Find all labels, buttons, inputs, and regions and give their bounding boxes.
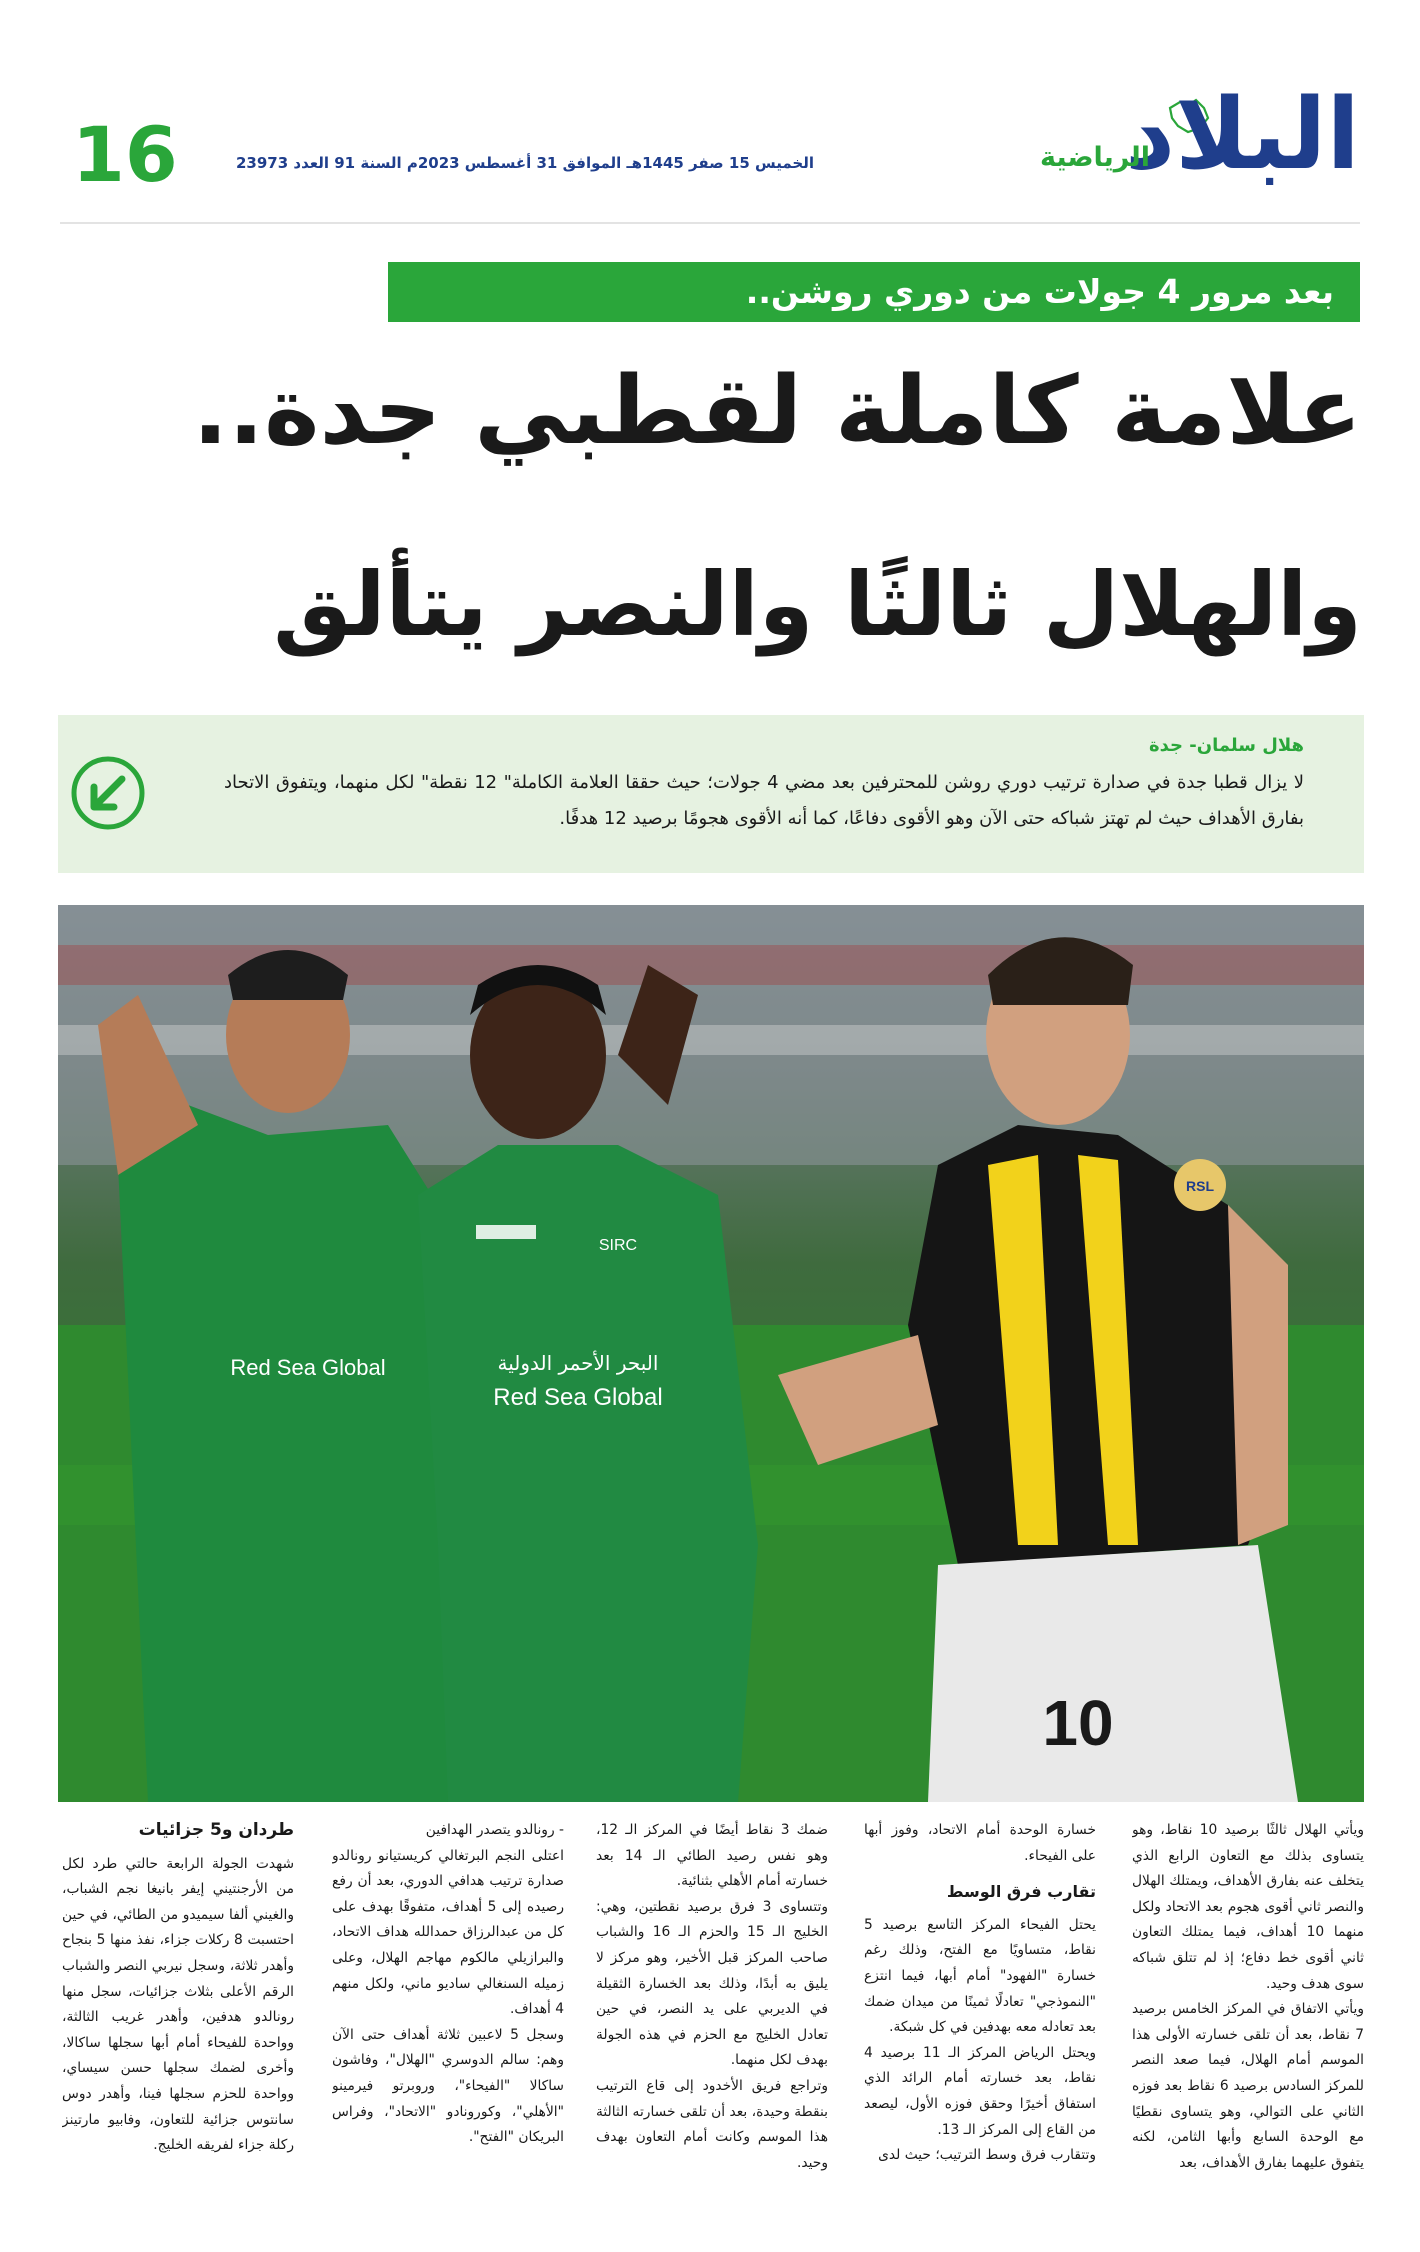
intro-box bbox=[58, 715, 1364, 873]
column-4-paragraph-3: وسجل 5 لاعبين ثلاثة أهداف حتى الآن وهم: سالم الدوسري "الهلال"، وفاشون ساكالا "الفيحاء"، وروبرتو فيرمينو "الأهلي"، وكورونادو "الاتحاد"، وفراس البريكان "الفتح". bbox=[332, 2026, 564, 2146]
column-4 bbox=[332, 1818, 564, 2238]
match-photo[interactable] bbox=[58, 905, 1364, 1802]
column-2 bbox=[864, 1818, 1096, 2238]
column-2-paragraph-2: يحتل الفيحاء المركز التاسع برصيد 5 نقاط، متساويًا مع الفتح، وذلك رغم خسارة "الفهود" أمام أبها، فيما انتزع "النموذجي" تعادلًا ثمينًا من ميدان ضمك بعد تعادله معه بهدفين في كل شبكة. bbox=[864, 1916, 1096, 2036]
article-kicker: بعد مرور 4 جولات من دوري روشن.. bbox=[388, 262, 1360, 322]
byline: هلال سلمان- جدة bbox=[1148, 735, 1304, 756]
sponsor-text-center: Red Sea Global bbox=[493, 1384, 663, 1411]
column-3 bbox=[596, 1818, 828, 2238]
page-number: 16 bbox=[72, 110, 178, 199]
column-3-paragraph-1: ضمك 3 نقاط أيضًا في المركز الـ 12، وهو نفس رصيد الطائي الـ 14 بعد خسارته أمام الأهلي بثنائية. bbox=[596, 1822, 828, 1890]
photo-illustration bbox=[58, 905, 1364, 1802]
column-1-paragraph-1: ويأتي الهلال ثالثًا برصيد 10 نقاط، وهو يتساوى بذلك مع التعاون الرابع الذي يتخلف عنه بفارق الأهداف، ويمتلك الهلال والنصر ثاني أقوى هجوم بعد الاتحاد ولكل منهما 10 أهداف، فيما يمتلك التعاون ثاني أقوى خط دفاع؛ إذ لم تتلق شباكه سوى هدف وحيد. bbox=[1132, 1822, 1364, 1992]
logo-wordmark: البلاد bbox=[1124, 78, 1360, 192]
column-3-paragraph-3: وتراجع فريق الأخدود إلى قاع الترتيب بنقطة وحيدة، بعد أن تلقى خسارته الثالثة هذا الموسم وكانت أمام التعاون بهدف وحيد. bbox=[596, 2077, 828, 2171]
down-left-arrow-icon[interactable] bbox=[70, 755, 146, 831]
column-1 bbox=[1132, 1818, 1364, 2238]
masthead-divider bbox=[60, 222, 1360, 224]
column-4-paragraph-1: - رونالدو يتصدر الهدافين bbox=[425, 1822, 564, 1838]
intro-text: لا يزال قطبا جدة في صدارة ترتيب دوري روشن للمحترفين بعد مضي 4 جولات؛ حيث حققا العلامة الكاملة" 12 نقطة" لكل منهما، ويتفوق الاتحاد بفارق الأهداف حيث لم تهتز شباكه حتى الآن وهو الأقوى دفاعًا، كما أنه الأقوى هجومًا برصيد 12 هدفًا. bbox=[224, 772, 1304, 829]
column-3-paragraph-2: وتتساوى 3 فرق برصيد نقطتين، وهي: الخليج الـ 15 والحزم الـ 16 والشباب صاحب المركز قبل الأخير، وهو مركز لا يليق به أبدًا، وذلك بعد الخسارة الثقيلة في الديربي على يد النصر، في حين تعادل الخليج مع الحزم في هذه الجولة بهدف لكل منهما. bbox=[596, 1898, 828, 2069]
section-title: الرياضية bbox=[1040, 142, 1150, 173]
column-5-subhead: طردان و5 جزائيات bbox=[138, 1820, 294, 1840]
column-2-paragraph-4: وتتقارب فرق وسط الترتيب؛ حيث لدى bbox=[878, 2147, 1096, 2164]
dateline: الخميس 15 صفر 1445هـ الموافق 31 أغسطس 2023م السنة 91 العدد 23973 bbox=[236, 154, 814, 172]
column-5-paragraph-1: شهدت الجولة الرابعة حالتي طرد لكل من الأرجنتيني إيفر بانيغا نجم الشباب، والغيني ألفا سيميدو من الطائي، في حين احتسبت 8 ركلات جزاء، نفذ منها 5 بنجاح وأهدر ثلاثة، وسجل نيربي النصر والشباب الرقم الأعلى بثلاث جزائيات، سجل منها رونالدو هدفين، وأهدر غريب الثالثة، وواحدة للفيحاء أمام أبها سجلها ساكالا، وأخرى لضمك سجلها حسن سيساي، وواحدة للحزم سجلها فينا، وأهدر دوس سانتوس جزائية للتعاون، وفابيو مارتينز ركلة جزاء لفريقه الخليج. bbox=[62, 1855, 294, 2154]
headline-line-1: علامة كاملة لقطبي جدة.. bbox=[192, 357, 1362, 466]
sponsor-text-left: Red Sea Global bbox=[230, 1355, 386, 1380]
headline-line-2: والهلال ثالثًا والنصر يتألق bbox=[273, 553, 1362, 656]
column-1-paragraph-2: ويأتي الاتفاق في المركز الخامس برصيد 7 نقاط، بعد أن تلقى خسارته الأولى هذا الموسم أمام الهلال، فيما صعد النصر للمركز السادس برصيد 6 نقاط بعد فوزه الثاني على التوالي، وهو يتساوى نقطيًا مع الوحدة السابع وأبها الثامن، لكنه يتفوق عليهما بفارق الأهداف، بعد bbox=[1132, 2001, 1364, 2171]
column-4-paragraph-2: اعتلى النجم البرتغالي كريستيانو رونالدو صدارة ترتيب هدافي الدوري، بعد أن رفع رصيده إلى 5 أهداف، متفوقًا بهدف على كل من عبدالرزاق حمدالله هداف الاتحاد، والبرازيلي مالكوم مهاجم الهلال، وعلى زميله السنغالي ساديو ماني، ولكل منهم 4 أهداف. bbox=[332, 1847, 564, 2018]
article-columns bbox=[58, 1818, 1364, 2238]
column-2-subhead: تقارب فرق الوسط bbox=[946, 1882, 1096, 1902]
sponsor-arabic-text: البحر الأحمر الدولية bbox=[497, 1351, 659, 1375]
league-badge-text: RSL bbox=[1186, 1178, 1214, 1194]
masthead bbox=[0, 70, 1420, 200]
chest-sponsor-text: SIRC bbox=[598, 1237, 638, 1254]
shorts-number-text: 10 bbox=[1042, 1687, 1114, 1759]
newspaper-logo[interactable] bbox=[1020, 80, 1360, 190]
column-5 bbox=[62, 1818, 294, 2238]
column-2-paragraph-1: خسارة الوحدة أمام الاتحاد، وفوز أبها على الفيحاء. bbox=[864, 1822, 1096, 1864]
column-2-paragraph-3: ويحتل الرياض المركز الـ 11 برصيد 4 نقاط، بعد خسارته أمام الرائد الذي استفاق أخيرًا وحقق فوزه الأول، ليصعد من القاع إلى المركز الـ 13. bbox=[864, 2044, 1096, 2138]
